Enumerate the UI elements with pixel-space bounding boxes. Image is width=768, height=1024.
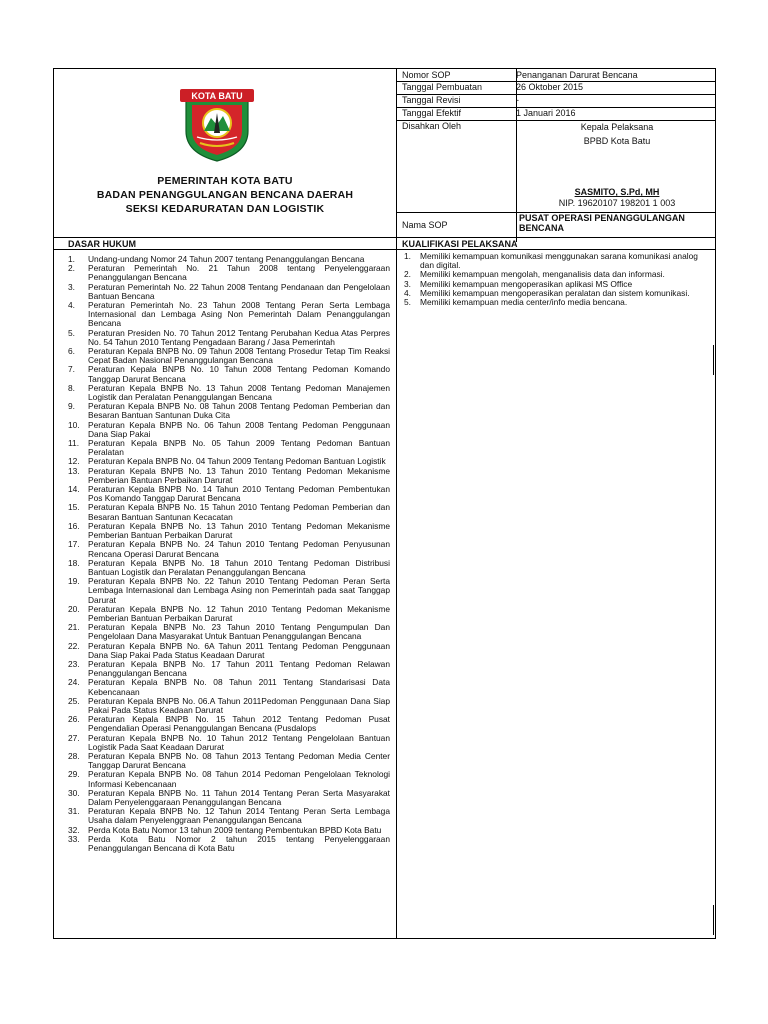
legal-basis-item-text: Peraturan Kepala BNPB No. 17 Tahun 2011 Tentang Pedoman Relawan Penanggulangan Bencana bbox=[88, 658, 390, 679]
emblem-banner-text: KOTA BATU bbox=[191, 91, 243, 101]
sop-name-label: Nama SOP bbox=[402, 220, 448, 230]
legal-basis-item-text: Peraturan Kepala BNPB No. 23 Tahun 2010 Tentang Pengumpulan Dan Pengelolaan Dana Masyarakat Untuk Bantuan Penanggulangan Bencana bbox=[88, 622, 390, 642]
approver-name: SASMITO, S.Pd, MH bbox=[574, 187, 660, 197]
legal-basis-item-number: 31. bbox=[68, 806, 80, 817]
legal-basis-item-number: 19. bbox=[68, 576, 80, 587]
legal-basis-item-text: Peraturan Kepala BNPB No. 13 Tahun 2008 Tentang Pedoman Manajemen Logistik dan Peralatan Penanggulangan Bencana bbox=[88, 382, 390, 403]
section-header-rule bbox=[54, 249, 715, 250]
meta-row-pembuatan bbox=[396, 81, 715, 94]
legal-basis-item bbox=[56, 439, 390, 457]
qualification-item-text: Memiliki kemampuan komunikasi menggunakan sarana komunikasi analog dan digital. bbox=[420, 251, 698, 271]
legal-basis-item bbox=[56, 770, 390, 788]
legal-basis-item-text: Peraturan Kepala BNPB No. 04 Tahun 2009 Tentang Pedoman Bantuan Logistik bbox=[88, 456, 386, 467]
legal-basis-item-text: Peraturan Kepala BNPB No. 15 Tahun 2012 Tentang Pedoman Pusat Pengendalian Operasi Penanggulangan Bencana (Pusdalops bbox=[88, 714, 390, 734]
qualification-item-number: 1. bbox=[404, 251, 411, 261]
legal-basis-item-number: 26. bbox=[68, 714, 80, 725]
sop-name-value: PUSAT OPERASI PENANGGULANGAN BENCANA bbox=[519, 213, 685, 233]
meta-value: 26 Oktober 2015 bbox=[516, 82, 584, 92]
legal-basis-item-text: Peraturan Kepala BNPB No. 08 Tahun 2014 Pedoman Pengelolaan Teknologi Informasi Kebencanaan bbox=[88, 769, 390, 789]
meta-key: Disahkan Oleh bbox=[402, 121, 462, 131]
page-edge-mark bbox=[713, 345, 714, 375]
legal-basis-item bbox=[56, 283, 390, 301]
qualification-item-number: 2. bbox=[404, 269, 411, 280]
legal-basis-item-text: Peraturan Pemerintah No. 22 Tahun 2008 Tentang Pendanaan dan Pengelolaan Bantuan Bencana bbox=[88, 281, 390, 301]
meta-value: 1 Januari 2016 bbox=[516, 108, 576, 118]
legal-basis-item-text: Perda Kota Batu Nomor 2 tahun 2015 tentang Penyelenggaraan Penanggulangan Bencana di Kota Batu bbox=[88, 833, 390, 853]
legal-basis-item-number: 16. bbox=[68, 520, 80, 531]
legal-basis-item-text: Undang-undang Nomor 24 Tahun 2007 tentang Penanggulangan Bencana bbox=[88, 254, 365, 264]
legal-basis-item-text: Perda Kota Batu Nomor 13 tahun 2009 tentang Pembentukan BPBD Kota Batu bbox=[88, 824, 382, 835]
legal-basis-item-text: Peraturan Kepala BNPB No. 13 Tahun 2010 Tentang Pedoman Mekanisme Pemberian Bantuan Perbaikan Darurat bbox=[88, 520, 390, 541]
legal-basis-item-text: Peraturan Kepala BNPB No. 05 Tahun 2009 Tentang Pedoman Bantuan Peralatan bbox=[88, 438, 390, 458]
legal-basis-item-text: Peraturan Kepala BNPB No. 18 Tahun 2010 Tentang Pedoman Distribusi Bantuan Logistik dan Peralatan Penanggulangan Bencana bbox=[88, 557, 390, 577]
legal-basis-item-text: Peraturan Kepala BNPB No. 06.A Tahun 2011Pedoman Penggunaan Dana Siap Pakai Pada Status Keadaan Darurat bbox=[88, 695, 390, 715]
legal-basis-item-number: 7. bbox=[68, 364, 75, 375]
legal-basis-item-number: 1. bbox=[68, 254, 75, 264]
qualification-item-text: Memiliki kemampuan mengolah, menganalisis data dan informasi. bbox=[420, 269, 665, 280]
legal-basis-item-number: 8. bbox=[68, 382, 75, 393]
legal-basis-item bbox=[56, 365, 390, 383]
legal-basis-item-number: 22. bbox=[68, 640, 80, 651]
legal-basis-item-number: 25. bbox=[68, 695, 80, 706]
qualification-item-number: 4. bbox=[404, 287, 411, 298]
legal-basis-item bbox=[56, 559, 390, 577]
legal-basis-item bbox=[56, 577, 390, 605]
legal-basis-item-number: 15. bbox=[68, 502, 80, 513]
legal-basis-item bbox=[56, 789, 390, 807]
legal-basis-item bbox=[56, 540, 390, 558]
legal-basis-item-text: Peraturan Kepala BNPB No. 12 Tahun 2014 Tentang Peran Serta Lembaga Usaha dalam Penyelenggraan Penanggulangan Bencana bbox=[88, 806, 390, 826]
legal-basis-item-number: 4. bbox=[68, 300, 75, 311]
legal-basis-item-number: 2. bbox=[68, 263, 75, 274]
approver-position-1: Kepala Pelaksana bbox=[580, 122, 654, 132]
legal-basis-item bbox=[56, 301, 390, 329]
meta-value: - bbox=[516, 95, 519, 105]
legal-basis-item-text: Peraturan Kepala BNPB No. 24 Tahun 2010 Tentang Pedoman Penyusunan Rencana Operasi Darurat Bencana bbox=[88, 539, 390, 559]
legal-basis-item-number: 33. bbox=[68, 833, 80, 844]
meta-row-efektif bbox=[396, 107, 715, 120]
page-edge-mark bbox=[713, 905, 714, 935]
legal-basis-item-text: Peraturan Kepala BNPB No. 13 Tahun 2010 Tentang Pedoman Mekanisme Pemberian Bantuan Perbaikan Darurat bbox=[88, 465, 390, 485]
qualification-item-text: Memiliki kemampuan mengoperasikan peralatan dan sistem komunikasi. bbox=[420, 287, 690, 298]
legal-basis-list bbox=[56, 255, 390, 853]
legal-basis-item-number: 17. bbox=[68, 539, 80, 550]
column-divider bbox=[396, 69, 397, 938]
legal-basis-item-number: 11. bbox=[68, 438, 80, 449]
legal-basis-item bbox=[56, 421, 390, 439]
qualification-item bbox=[400, 298, 708, 307]
legal-basis-item-text: Peraturan Kepala BNPB No. 09 Tahun 2008 Tentang Prosedur Tetap Tim Reaksi Cepat Badan Nasional Penanggulangan Bencana bbox=[88, 346, 390, 366]
approver-nip: NIP. 19620107 198201 1 003 bbox=[558, 198, 676, 208]
legal-basis-item bbox=[56, 347, 390, 365]
legal-basis-item bbox=[56, 678, 390, 696]
legal-basis-item bbox=[56, 807, 390, 825]
legal-basis-item-text: Peraturan Kepala BNPB No. 06 Tahun 2008 Tentang Pedoman Penggunaan Dana Siap Pakai bbox=[88, 419, 390, 439]
legal-basis-item-text: Peraturan Kepala BNPB No. 11 Tahun 2014 Tentang Peran Serta Masyarakat Dalam Penyelenggaraan Penanggulangan Bencana bbox=[88, 787, 390, 807]
legal-basis-item-number: 21. bbox=[68, 622, 80, 633]
sop-document bbox=[53, 68, 716, 939]
qualification-item-number: 3. bbox=[404, 278, 411, 289]
qualification-list bbox=[400, 252, 708, 307]
legal-basis-item bbox=[56, 522, 390, 540]
legal-basis-item bbox=[56, 467, 390, 485]
legal-basis-item-text: Peraturan Pemerintah No. 23 Tahun 2008 Tentang Peran Serta Lembaga Internasional dan Lembaga Asing Non Pemerintah Dalam Penanggulangan Bencana bbox=[88, 300, 390, 329]
approver-position-2: BPBD Kota Batu bbox=[583, 136, 651, 146]
legal-basis-item-text: Peraturan Kepala BNPB No. 12 Tahun 2010 Tentang Pedoman Mekanisme Pemberian Bantuan Perbaikan Darurat bbox=[88, 603, 390, 623]
header-bottom-rule bbox=[54, 237, 715, 238]
legal-basis-item-text: Peraturan Kepala BNPB No. 08 Tahun 2011 Tentang Standarisasi Data Kebencanaan bbox=[88, 677, 390, 697]
legal-basis-item-number: 12. bbox=[68, 456, 80, 467]
legal-basis-item bbox=[56, 697, 390, 715]
qualification-item-number: 5. bbox=[404, 297, 411, 308]
legal-basis-item-number: 27. bbox=[68, 732, 80, 743]
legal-basis-item-text: Peraturan Kepala BNPB No. 08 Tahun 2008 Tentang Pedoman Pemberian dan Besaran Bantuan Santunan Duka Cita bbox=[88, 401, 390, 421]
legal-basis-item-number: 32. bbox=[68, 824, 80, 835]
meta-key: Tanggal Pembuatan bbox=[402, 82, 483, 92]
legal-basis-item-number: 29. bbox=[68, 769, 80, 780]
legal-basis-item bbox=[56, 642, 390, 660]
legal-basis-item-number: 28. bbox=[68, 750, 80, 761]
legal-basis-item bbox=[56, 384, 390, 402]
legal-basis-item-text: Peraturan Presiden No. 70 Tahun 2012 Tentang Perubahan Kedua Atas Perpres No. 54 Tahun 2010 Tentang Pengadaan Barang / Jasa Pemerintah bbox=[88, 327, 390, 347]
legal-basis-item bbox=[56, 605, 390, 623]
legal-basis-item bbox=[56, 623, 390, 641]
meta-key: Tanggal Efektif bbox=[402, 108, 462, 118]
legal-basis-item bbox=[56, 402, 390, 420]
legal-basis-item bbox=[56, 752, 390, 770]
legal-basis-item-number: 6. bbox=[68, 346, 75, 357]
meta-row-revisi bbox=[396, 94, 715, 107]
legal-basis-item-number: 13. bbox=[68, 465, 80, 476]
legal-basis-item-number: 5. bbox=[68, 327, 75, 338]
legal-basis-item-number: 20. bbox=[68, 603, 80, 614]
legal-basis-item bbox=[56, 485, 390, 503]
legal-basis-item-text: Peraturan Pemerintah No. 21 Tahun 2008 tentang Penyelenggaraan Penanggulangan Bencana bbox=[88, 263, 390, 283]
org-line-3: SEKSI KEDARURATAN DAN LOGISTIK bbox=[125, 203, 325, 215]
legal-basis-item-number: 23. bbox=[68, 658, 80, 669]
legal-basis-item-number: 10. bbox=[68, 419, 80, 430]
legal-basis-item-number: 30. bbox=[68, 787, 80, 798]
legal-basis-item-text: Peraturan Kepala BNPB No. 22 Tahun 2010 Tentang Pedoman Peran Serta Lembaga Internasional dan Lembaga Asing non Pemerintah pada saat Tanggap Darurat bbox=[88, 576, 390, 605]
legal-basis-item-text: Peraturan Kepala BNPB No. 6A Tahun 2011 Tentang Pedoman Penggunaan Dana Siap Pakai Pada Status Keadaan Darurat bbox=[88, 640, 390, 660]
kota-batu-emblem bbox=[178, 85, 256, 163]
meta-key: Tanggal Revisi bbox=[402, 95, 461, 105]
legal-basis-item-text: Peraturan Kepala BNPB No. 10 Tahun 2012 Tentang Pengelolaan Bantuan Logistik Pada Saat Keadaan Darurat bbox=[88, 732, 390, 752]
qualification-item bbox=[400, 252, 708, 270]
meta-key: Nomor SOP bbox=[402, 70, 451, 80]
legal-basis-item-number: 24. bbox=[68, 677, 80, 688]
legal-basis-item bbox=[56, 264, 390, 282]
legal-basis-item-text: Peraturan Kepala BNPB No. 08 Tahun 2013 Tentang Pedoman Media Center Tanggap Darurat Bencana bbox=[88, 750, 390, 771]
qualification-title: KUALIFIKASI PELAKSANA bbox=[402, 239, 518, 249]
legal-basis-item bbox=[56, 715, 390, 733]
qualification-item-text: Memiliki kemampuan media center/info media bencana. bbox=[420, 297, 628, 308]
legal-basis-item-text: Peraturan Kepala BNPB No. 15 Tahun 2010 Tentang Pedoman Pemberian dan Besaran Bantuan Santunan Kecacatan bbox=[88, 502, 390, 522]
legal-basis-item-text: Peraturan Kepala BNPB No. 10 Tahun 2008 Tentang Pedoman Komando Tanggap Darurat Bencana bbox=[88, 364, 390, 384]
legal-basis-item-text: Peraturan Kepala BNPB No. 14 Tahun 2010 Tentang Pedoman Pembentukan Pos Komando Tanggap Darurat Bencana bbox=[88, 484, 390, 504]
legal-basis-item-number: 14. bbox=[68, 484, 80, 495]
legal-basis-item bbox=[56, 329, 390, 347]
qualification-item-text: Memiliki kemampuan mengoperasikan aplikasi MS Office bbox=[420, 278, 633, 289]
legal-basis-item bbox=[56, 660, 390, 678]
legal-basis-item bbox=[56, 734, 390, 752]
legal-basis-item-number: 3. bbox=[68, 281, 75, 292]
legal-basis-title: DASAR HUKUM bbox=[68, 239, 136, 249]
legal-basis-item-number: 18. bbox=[68, 557, 80, 568]
legal-basis-item-number: 9. bbox=[68, 401, 75, 412]
org-line-2: BADAN PENANGGULANGAN BENCANA DAERAH bbox=[96, 189, 354, 201]
org-line-1: PEMERINTAH KOTA BATU bbox=[157, 175, 293, 187]
meta-value: Penanganan Darurat Bencana bbox=[516, 70, 638, 80]
legal-basis-item bbox=[56, 835, 390, 853]
legal-basis-item bbox=[56, 503, 390, 521]
